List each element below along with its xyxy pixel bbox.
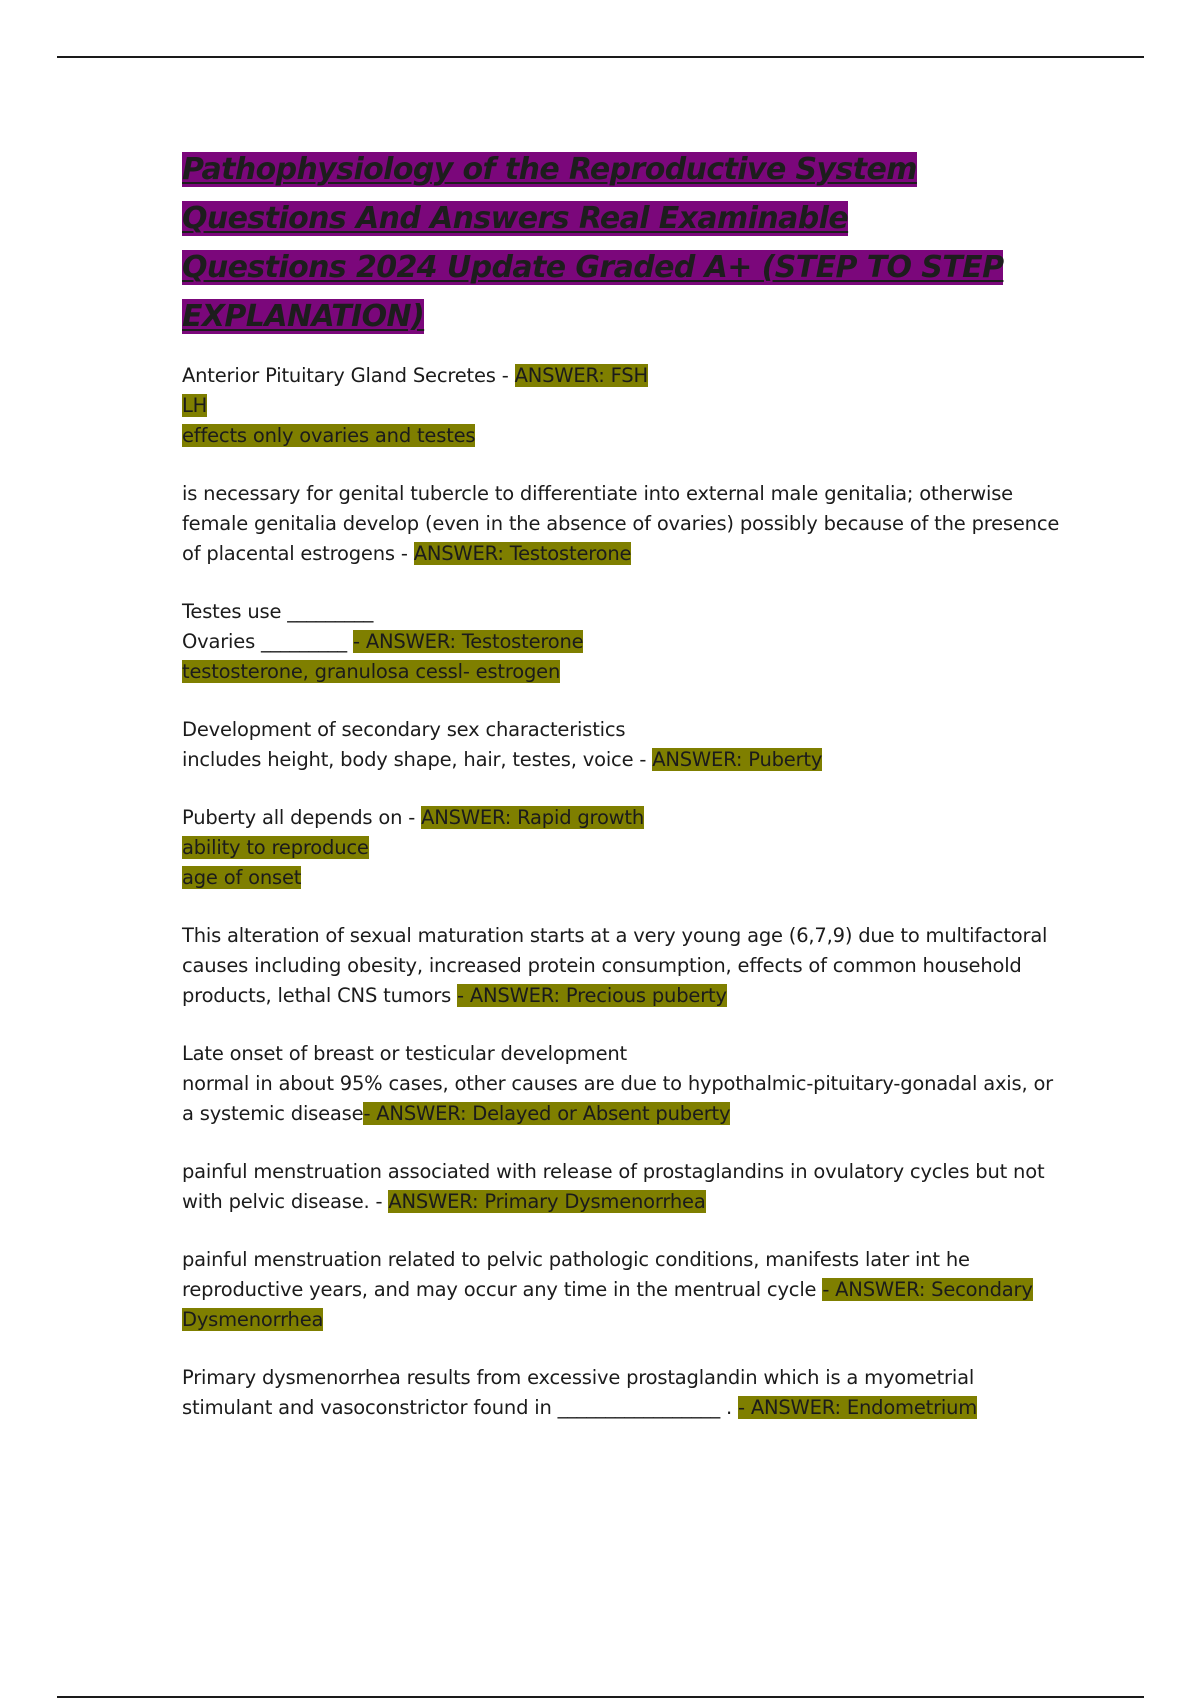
qa-item-9 bbox=[182, 1245, 1062, 1335]
answer-text: ANSWER: FSH LH effects only ovaries and testes bbox=[182, 364, 648, 447]
answer-text: ANSWER: Rapid growth ability to reproduce age of onset bbox=[182, 806, 645, 889]
qa-item-10 bbox=[182, 1363, 1062, 1423]
question-text: Testes use _________ Ovaries _________ bbox=[182, 600, 374, 653]
answer-text: - ANSWER: Precious puberty bbox=[457, 984, 727, 1007]
qa-item-2 bbox=[182, 479, 1062, 569]
question-text: Development of secondary sex characteristics includes height, body shape, hair, testes, voice - bbox=[182, 718, 647, 771]
qa-item-8 bbox=[182, 1157, 1062, 1217]
answer-text: - ANSWER: Secondary Dysmenorrhea bbox=[182, 1278, 1033, 1331]
question-text: This alteration of sexual maturation starts at a very young age (6,7,9) due to multifactoral causes including obesity, increased protein consumption, effects of common household products, lethal CNS tumors bbox=[182, 924, 1048, 1007]
qa-item-5 bbox=[182, 803, 1062, 893]
question-text: Primary dysmenorrhea results from excessive prostaglandin which is a myometrial stimulant and vasoconstrictor found in _________________ . bbox=[182, 1366, 975, 1419]
qa-item-6 bbox=[182, 921, 1062, 1011]
question-text: painful menstruation associated with release of prostaglandins in ovulatory cycles but not with pelvic disease. - bbox=[182, 1160, 1045, 1213]
document-body bbox=[182, 145, 1062, 1423]
answer-text: - ANSWER: Testosterone testosterone, granulosa cessl- estrogen bbox=[182, 630, 584, 683]
answer-text: - ANSWER: Delayed or Absent puberty bbox=[363, 1102, 731, 1125]
answer-text: ANSWER: Primary Dysmenorrhea bbox=[388, 1190, 706, 1213]
question-text: painful menstruation related to pelvic pathologic conditions, manifests later int he reproductive years, and may occur any time in the mentrual cycle bbox=[182, 1248, 970, 1301]
answer-text: - ANSWER: Endometrium bbox=[738, 1396, 978, 1419]
qa-item-7 bbox=[182, 1039, 1062, 1129]
qa-item-3 bbox=[182, 597, 1062, 687]
bottom-rule bbox=[57, 1696, 1144, 1698]
question-text: Puberty all depends on - bbox=[182, 806, 422, 829]
answer-text: ANSWER: Testosterone bbox=[413, 542, 632, 565]
qa-item-1 bbox=[182, 361, 1062, 451]
question-text: Anterior Pituitary Gland Secretes - bbox=[182, 364, 515, 387]
question-text: Late onset of breast or testicular development normal in about 95% cases, other causes are due to hypothalmic-pituitary-gonadal axis, or a systemic disease bbox=[182, 1042, 1054, 1125]
question-text: is necessary for genital tubercle to differentiate into external male genitalia; otherwise female genitalia develop (even in the absence of ovaries) possibly because of the presence of placental estrogens - bbox=[182, 482, 1060, 565]
document-title bbox=[182, 145, 1017, 341]
answer-text: ANSWER: Puberty bbox=[652, 748, 823, 771]
document-title-text: Pathophysiology of the Reproductive System Questions And Answers Real Examinable Questions 2024 Update Graded A+ (STEP TO STEP EXPLANATION) bbox=[182, 152, 1004, 334]
qa-item-4 bbox=[182, 715, 1062, 775]
top-rule bbox=[57, 56, 1144, 58]
